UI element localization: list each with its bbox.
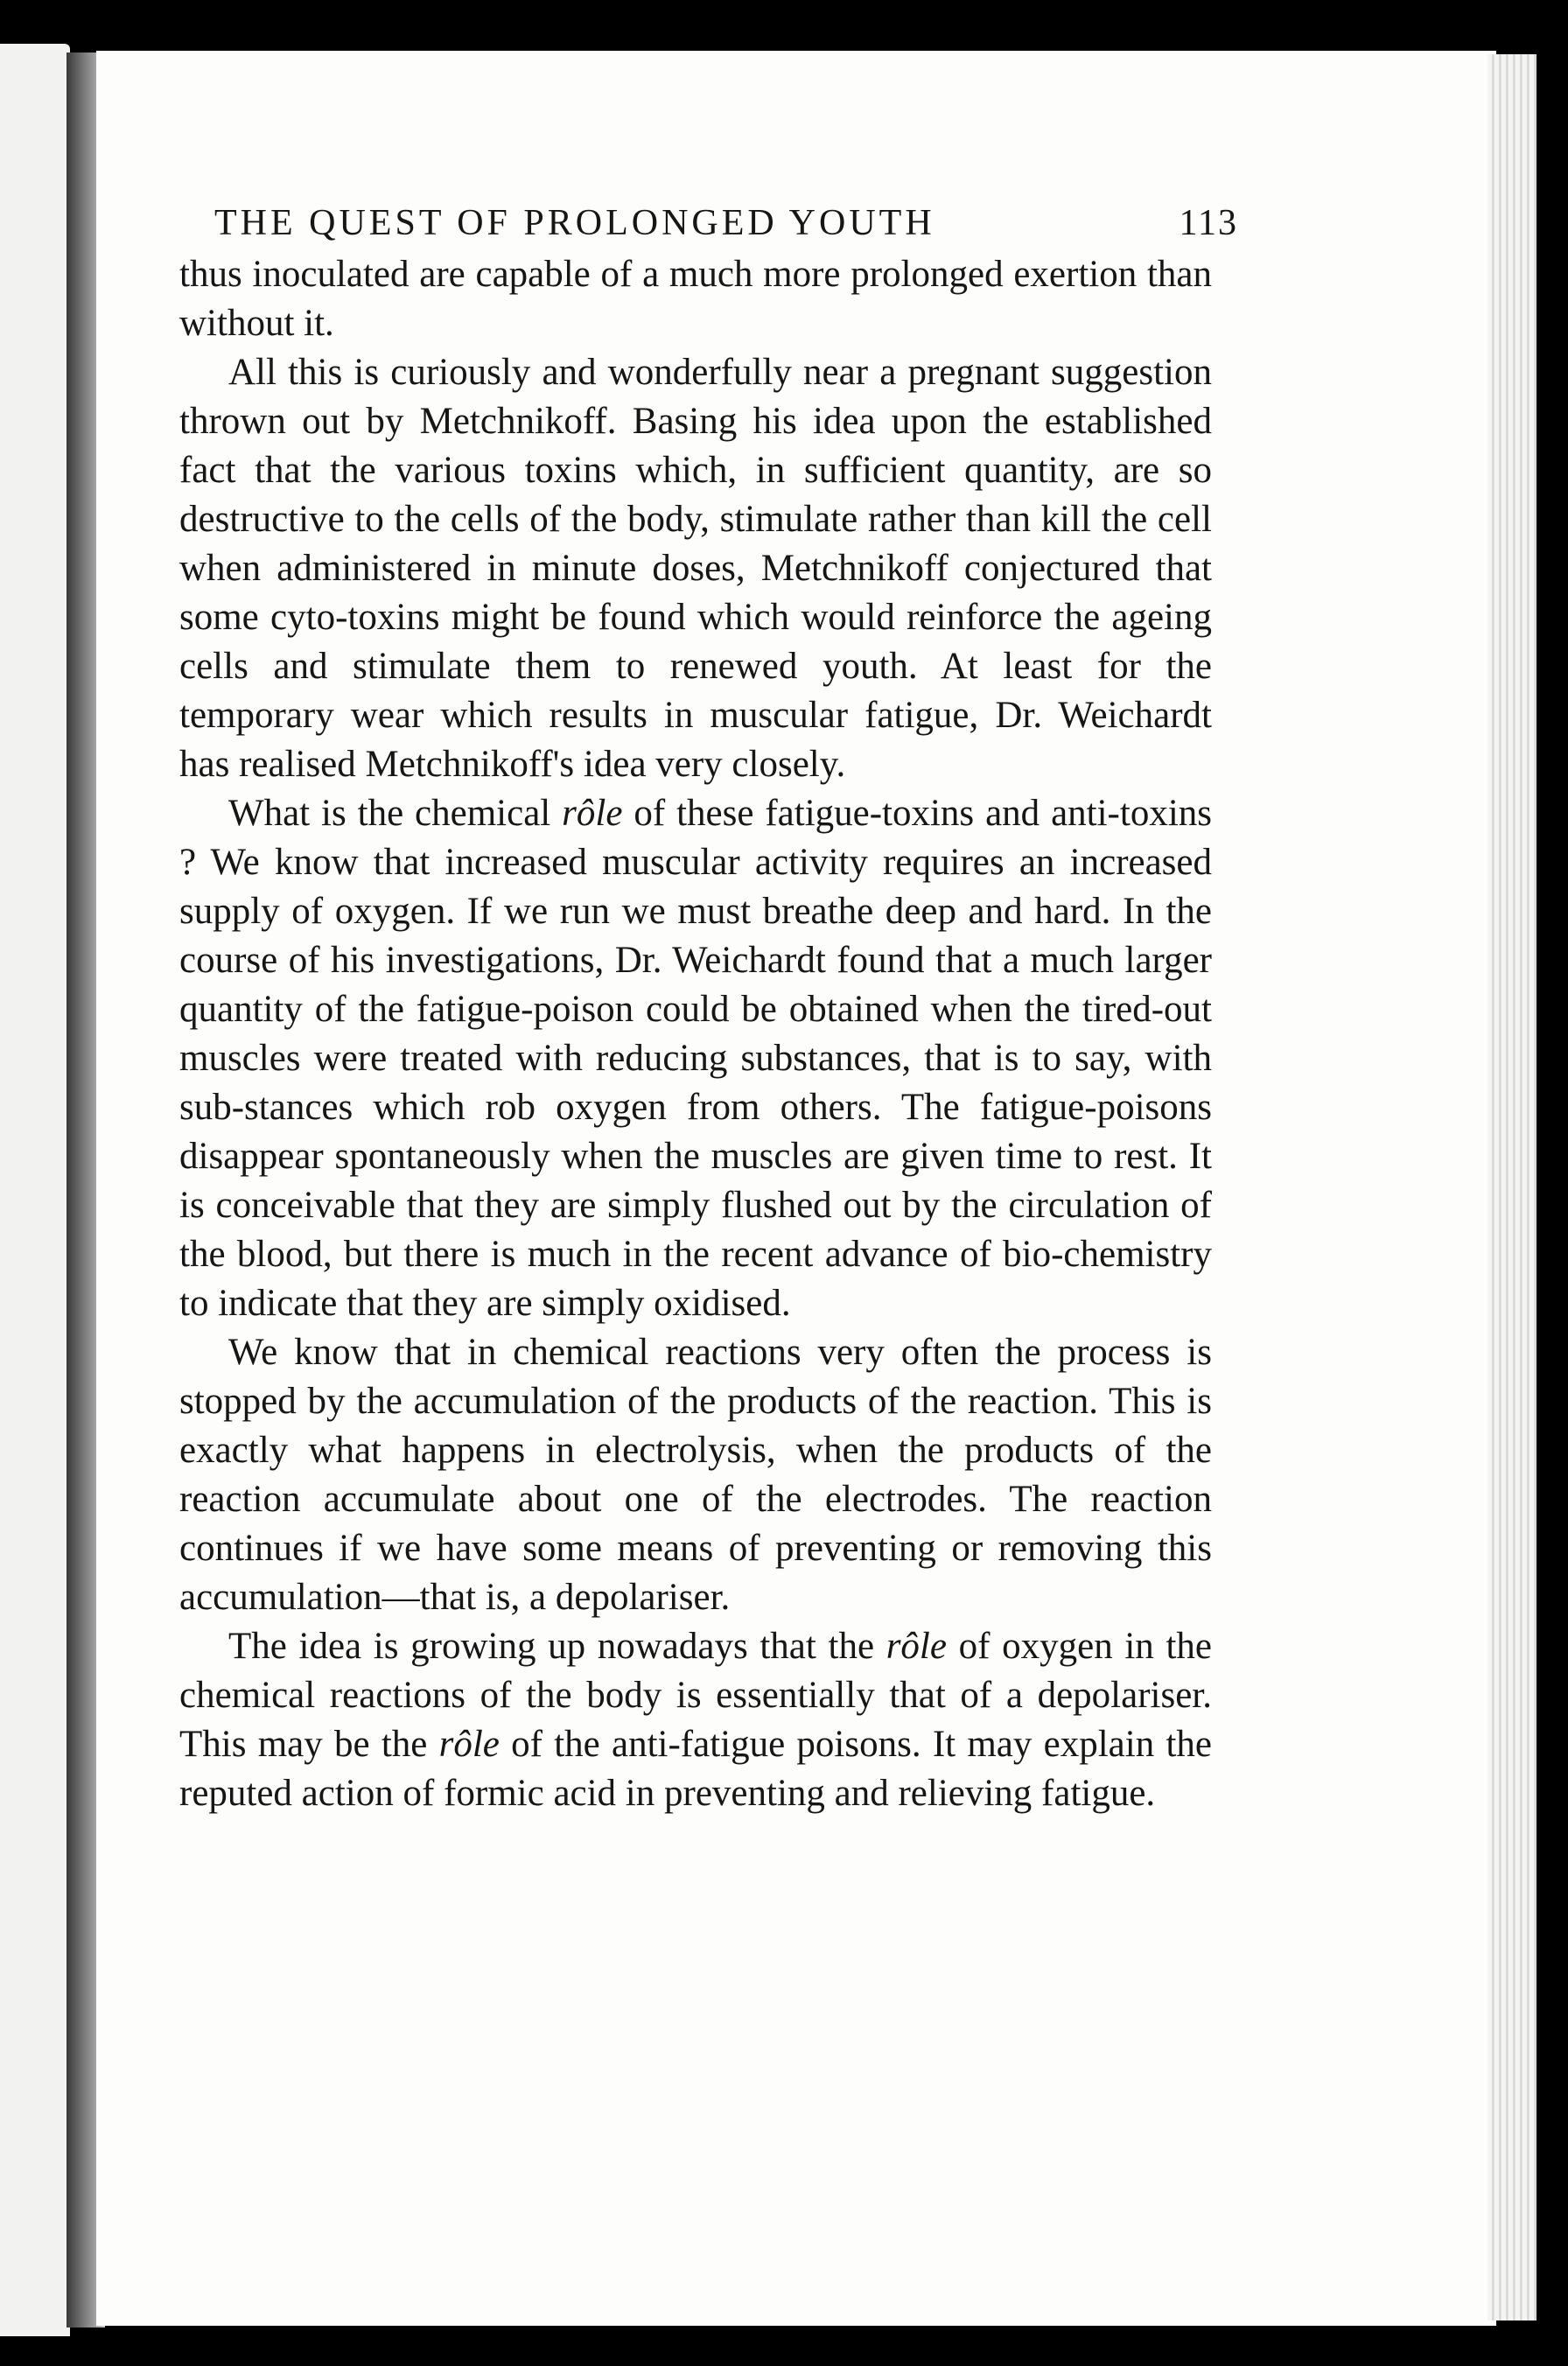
paragraph-3 [179,789,1212,1328]
paragraph-2 [179,348,1212,789]
italic-term: rôle [438,1724,500,1766]
paragraph-text: of these fatigue-toxins and anti-toxins ? We know that increased muscular activity requires an increased supply of oxygen. If we run we must breathe deep and hard. In the course of his investigations, Dr. Weichardt found that a much larger quantity of the fatigue-poison could be obtained when the tired-out muscles were treated with reducing substances, that is to say, with sub-stances which rob oxygen from others. The fatigue-poisons disappear spontaneously when the muscles are given time to rest. It is conceivable that they are simply flushed out by the circulation of the blood, but there is much in the recent advance of bio-chemistry to indicate that they are simply oxidised. [179,793,1212,1325]
paragraph-text: of the anti-fatigue poisons. It may explain the reputed action of formic acid in preventing and relieving fatigue. [179,1724,1212,1815]
paragraph-text: What is the chemical [228,793,563,835]
paragraph-text: of oxygen in the chemical reactions of the body is essentially that of a depolariser. This may be the [179,1626,1212,1766]
paragraph-1 [179,250,1212,348]
page-stack-edge [1488,54,1536,2320]
page-number: 113 [1179,203,1238,243]
italic-term: rôle [562,793,623,835]
paragraph-4 [179,1328,1212,1622]
page-text-block [179,184,1238,1818]
paragraph-5 [179,1622,1212,1818]
running-head [214,201,1238,245]
paragraph-text: thus inoculated are capable of a much more prolonged exertion than without it. [179,254,1212,345]
italic-term: rôle [886,1626,947,1668]
running-head-title: THE QUEST OF PROLONGED YOUTH [214,203,935,243]
paragraph-text: The idea is growing up nowadays that the [228,1626,886,1668]
facing-page-edge [0,44,70,2336]
body-text [179,250,1212,1818]
paragraph-text: All this is curiously and wonderfully near a pregnant suggestion thrown out by Metchnikoff. Basing his idea upon the established fact that the various toxins which, in sufficient quantity, are so destructive to the cells of the body, stimulate rather than kill the cell when administered in minute doses, Metchnikoff conjectured that some cyto-toxins might be found which would reinforce the ageing cells and stimulate them to renewed youth. At least for the temporary wear which results in muscular fatigue, Dr. Weichardt has realised Metchnikoff's idea very closely. [179,352,1212,786]
paragraph-text: We know that in chemical reactions very often the process is stopped by the accumulation of the products of the reaction. This is exactly what happens in electrolysis, when the products of the reaction accumulate about one of the electrodes. The reaction continues if we have some means of preventing or removing this accumulation—that is, a depolariser. [179,1332,1212,1619]
